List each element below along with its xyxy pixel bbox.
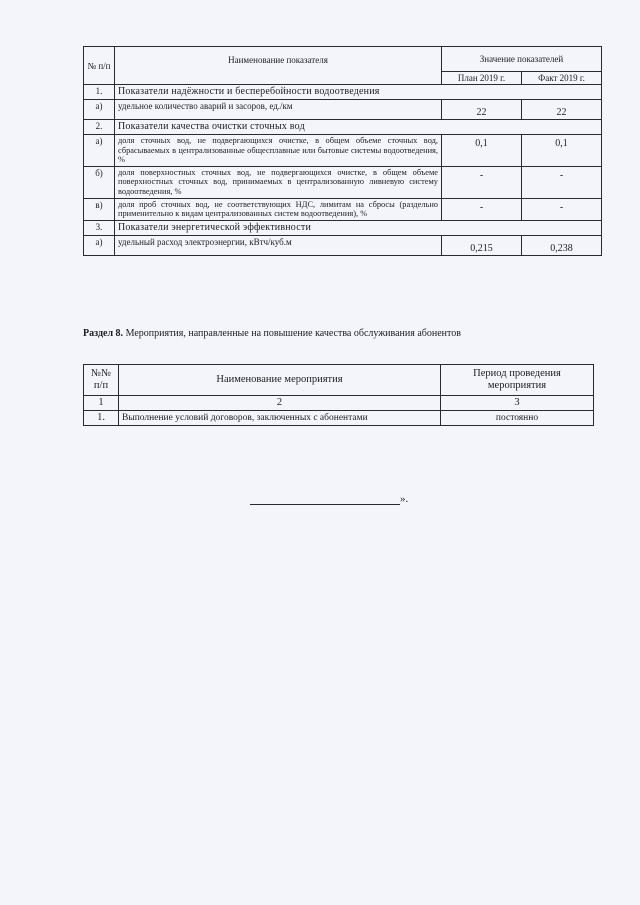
section-title: Мероприятия, направленные на повышение качества обслуживания абонентов <box>125 328 461 339</box>
header-plan: План 2019 г. <box>442 72 522 85</box>
header-name: Наименование показателя <box>115 47 442 85</box>
row-num: 2. <box>84 120 115 135</box>
table-row <box>84 99 602 120</box>
table-row <box>84 134 602 166</box>
indicators-table <box>83 46 602 256</box>
row-fact: 0,1 <box>522 134 602 166</box>
section-heading <box>83 328 603 339</box>
table-row <box>84 221 602 236</box>
table-header-row <box>84 47 602 72</box>
row-num: 1. <box>84 85 115 100</box>
row-num: а) <box>84 99 115 120</box>
row-num: 3. <box>84 221 115 236</box>
row-num: б) <box>84 166 115 198</box>
row-plan: - <box>442 198 522 220</box>
row-plan: - <box>442 166 522 198</box>
table-row <box>84 235 602 256</box>
section-label: Раздел 8. <box>83 328 124 339</box>
row-plan: 0,215 <box>442 235 522 256</box>
table-row <box>84 120 602 135</box>
row-text: доля сточных вод, не подвергающихся очистке, в общем объеме сточных вод, сбрасываемых в централизованные общесплавные или бытовые системы водоотведения, % <box>115 134 442 166</box>
row-text: доля проб сточных вод, не соответствующих НДС, лимитам на сбросы (раздельно применительно к видам централизованных систем водоотведения), % <box>115 198 442 220</box>
row-num: в) <box>84 198 115 220</box>
header-values: Значение показателей <box>442 47 602 72</box>
row-text: доля поверхностных сточных вод, не подвергающихся очистке, в общем объеме поверхностных сточных вод, принимаемых в централизованную ливневую систему водоотведения, % <box>115 166 442 198</box>
table-row <box>84 85 602 100</box>
closing-quote: ». <box>400 493 409 505</box>
row-fact: - <box>522 198 602 220</box>
row-fact: 22 <box>522 99 602 120</box>
closing-line <box>250 493 420 505</box>
row-text: удельное количество аварий и засоров, ед./км <box>115 99 442 120</box>
blank-line <box>250 494 400 505</box>
index-cell: 1 <box>84 396 119 411</box>
table-row <box>84 198 602 220</box>
measures-table <box>83 364 594 426</box>
header-num: № п/п <box>84 47 115 85</box>
row-plan: 22 <box>442 99 522 120</box>
row-name: Выполнение условий договоров, заключенных с абонентами <box>119 411 441 426</box>
header-fact: Факт 2019 г. <box>522 72 602 85</box>
table-row <box>84 166 602 198</box>
row-section-title: Показатели энергетической эффективности <box>115 221 602 236</box>
row-num: а) <box>84 235 115 256</box>
row-plan: 0,1 <box>442 134 522 166</box>
row-period: постоянно <box>441 411 594 426</box>
index-cell: 2 <box>119 396 441 411</box>
row-section-title: Показатели надёжности и бесперебойности водоотведения <box>115 85 602 100</box>
row-section-title: Показатели качества очистки сточных вод <box>115 120 602 135</box>
index-cell: 3 <box>441 396 594 411</box>
header-name: Наименование мероприятия <box>119 365 441 396</box>
header-num: №№ п/п <box>84 365 119 396</box>
row-num: а) <box>84 134 115 166</box>
row-fact: - <box>522 166 602 198</box>
table-row <box>84 411 594 426</box>
index-row <box>84 396 594 411</box>
row-text: удельный расход электроэнергии, кВтч/куб.м <box>115 235 442 256</box>
header-period: Период проведения мероприятия <box>441 365 594 396</box>
row-num: 1. <box>84 411 119 426</box>
table-header-row <box>84 365 594 396</box>
row-fact: 0,238 <box>522 235 602 256</box>
